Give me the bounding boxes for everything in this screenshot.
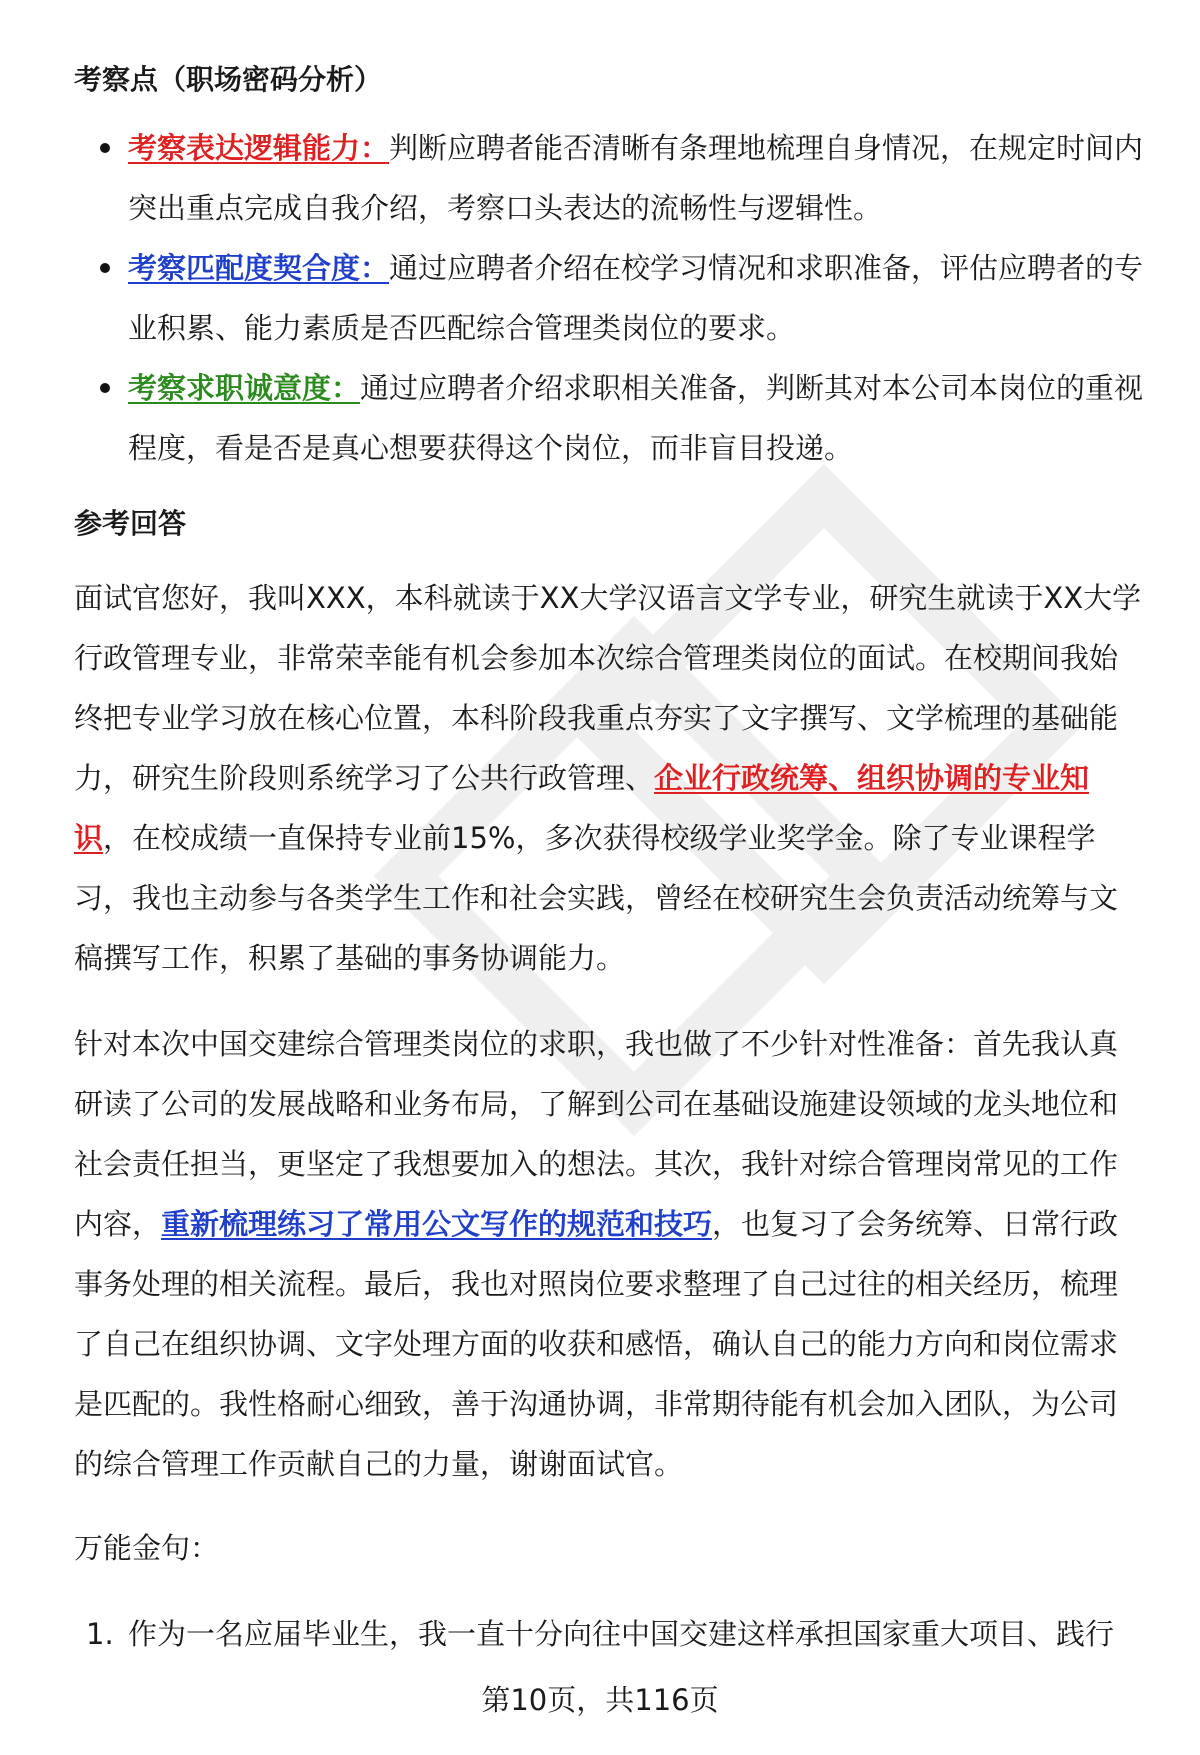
- highlighted-phrase: 重新梳理练习了常用公文写作的规范和技巧: [161, 1207, 713, 1241]
- evaluation-point: [74, 118, 1146, 238]
- paragraph-text: 面试官您好，我叫XXX，本科就读于XX大学汉语言文学专业，研究生就读于XX大学行政管理专业，非常荣幸能有机会参加本次综合管理类岗位的面试。在校期间我始终把专业学习放在核心位置，本科阶段我重点夯实了文字撰写、文学梳理的基础能力，研究生阶段则系统学习了公共行政管理、: [74, 581, 1142, 795]
- answer-paragraph-1: [74, 568, 1146, 988]
- bullet-dot-icon: [100, 383, 110, 393]
- evaluation-point-text: 判断应聘者能否清晰有条理地梳理自身情况，在规定时间内突出重点完成自我介绍，考察口头表达的流畅性与逻辑性。: [128, 131, 1144, 225]
- bullet-dot-icon: [100, 263, 110, 273]
- golden-sentence-text: 作为一名应届毕业生，我一直十分向往中国交建这样承担国家重大项目、践行: [128, 1617, 1115, 1651]
- golden-sentences-list: [74, 1604, 1146, 1664]
- evaluation-point: [74, 358, 1146, 478]
- paragraph-text: ，也复习了会务统筹、日常行政事务处理的相关流程。最后，我也对照岗位要求整理了自己过往的相关经历，梳理了自己在组织协调、文字处理方面的收获和感悟，确认自己的能力方向和岗位需求是匹配的。我性格耐心细致，善于沟通协调，非常期待能有机会加入团队，为公司的综合管理工作贡献自己的力量，谢谢面试官。: [74, 1207, 1119, 1481]
- paragraph-text: 针对本次中国交建综合管理类岗位的求职，我也做了不少针对性准备：首先我认真研读了公司的发展战略和业务布局，了解到公司在基础设施建设领域的龙头地位和社会责任担当，更坚定了我想要加入的想法。其次，我针对综合管理岗常见的工作内容，: [74, 1027, 1119, 1241]
- evaluation-points-list: [74, 118, 1146, 478]
- evaluation-point-label: 考察表达逻辑能力：: [128, 131, 390, 165]
- item-number: 1.: [86, 1617, 114, 1651]
- document-page: [74, 52, 1146, 1664]
- answer-heading: 参考回答: [74, 507, 187, 540]
- evaluation-point-label: 考察匹配度契合度：: [128, 251, 390, 285]
- evaluation-point-text: 通过应聘者介绍求职相关准备，判断其对本公司本岗位的重视程度，看是否是真心想要获得这个岗位，而非盲目投递。: [128, 371, 1144, 465]
- answer-paragraph-2: [74, 1014, 1146, 1494]
- bullet-dot-icon: [100, 143, 110, 153]
- golden-sentences-label: 万能金句：: [74, 1531, 220, 1565]
- golden-sentence-item: [74, 1604, 1146, 1664]
- paragraph-text: ，在校成绩一直保持专业前15%，多次获得校级学业奖学金。除了专业课程学习，我也主动参与各类学生工作和社会实践，曾经在校研究生会负责活动统筹与文稿撰写工作，积累了基础的事务协调能力。: [74, 821, 1119, 975]
- evaluation-point: [74, 238, 1146, 358]
- evaluation-point-label: 考察求职诚意度：: [128, 371, 361, 405]
- highlighted-phrase: 企业行政统筹、组织协调的专业知识: [74, 761, 1090, 855]
- evaluation-point-text: 通过应聘者介绍在校学习情况和求职准备，评估应聘者的专业积累、能力素质是否匹配综合管理类岗位的要求。: [128, 251, 1144, 345]
- page-footer: 第10页，共116页: [481, 1683, 719, 1717]
- section-heading: 考察点（职场密码分析）: [74, 63, 383, 96]
